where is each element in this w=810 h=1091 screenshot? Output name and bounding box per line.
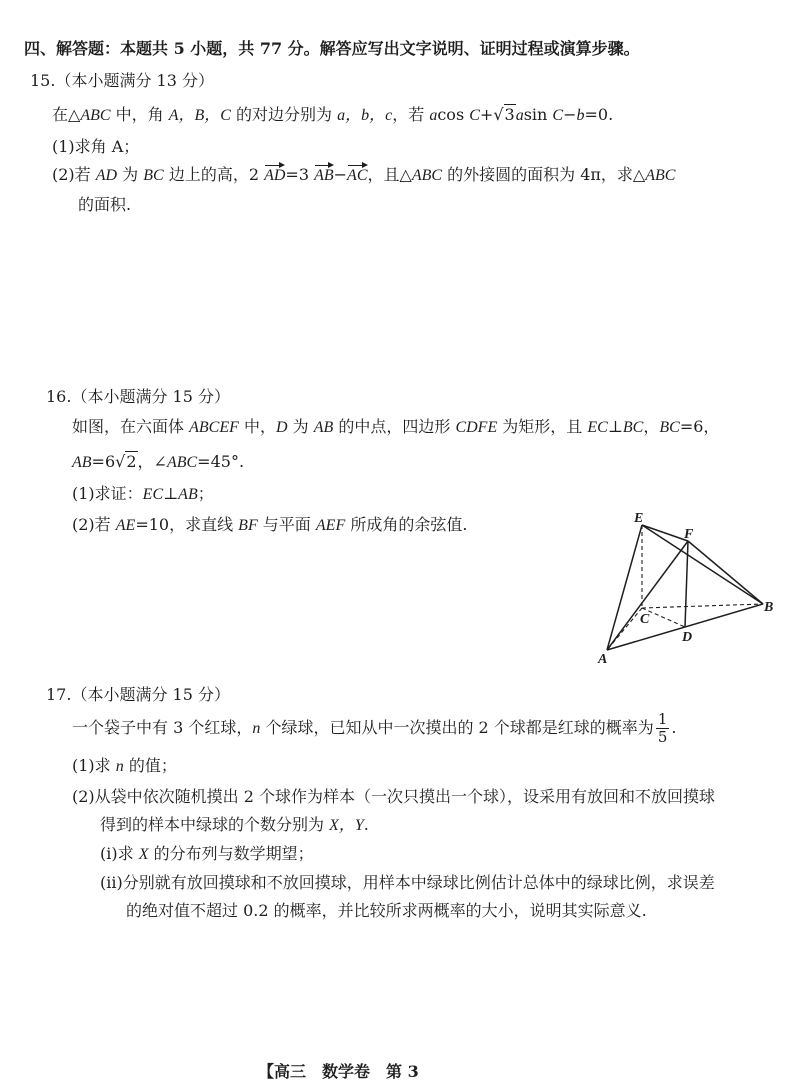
- q17-part1: (1)求 n 的值；: [72, 756, 177, 775]
- q15-heading: 15.（本小题满分 13 分）: [30, 71, 214, 90]
- edge-cb-hidden: [642, 604, 763, 608]
- label-a: A: [598, 652, 608, 667]
- label-b: B: [764, 600, 774, 615]
- q17-part2-line1: (2)从袋中依次随机摸出 2 个球作为样本（一次只摸出一个球），设采用有放回和不放回摸球: [72, 787, 716, 806]
- label-d: D: [682, 630, 693, 645]
- edge-eb: [642, 525, 763, 604]
- sqrt-three: 3: [504, 105, 515, 124]
- label-e: E: [634, 511, 644, 526]
- edge-ea: [607, 525, 642, 650]
- vector-ad: AD: [264, 167, 286, 184]
- q16-part1: (1)求证：EC⊥AB；: [72, 484, 214, 503]
- q16-stem-line2: AB=6√2，∠ABC=45°.: [72, 452, 245, 471]
- label-f: F: [684, 527, 694, 542]
- hexahedron-figure: [590, 505, 790, 670]
- q17-part2-ii-line1: (ii)分别就有放回摸球和不放回摸球，用样本中绿球比例估计总体中的绿球比例，求误差: [100, 873, 715, 892]
- q15-part1: (1)求角 A；: [52, 137, 140, 156]
- q16-heading: 16.（本小题满分 15 分）: [46, 387, 230, 406]
- fraction-one-fifth: $\frac{1}{5}$: [657, 710, 668, 746]
- sqrt-two: 2: [126, 452, 137, 471]
- q16-part2: (2)若 AE=10，求直线 BF 与平面 AEF 所成角的余弦值.: [72, 515, 468, 534]
- q17-heading: 17.（本小题满分 15 分）: [46, 685, 230, 704]
- q17-stem: 一个袋子中有 3 个红球，n 个绿球，已知从中一次摸出的 2 个球都是红球的概率为 $\frac{1}{5}$ .: [72, 710, 677, 746]
- q17-part2-line2: 得到的样本中绿球的个数分别为 X，Y.: [100, 815, 369, 834]
- q17-part2-i: (i)求 X 的分布列与数学期望；: [100, 844, 314, 863]
- section-title: 四、解答题：本题共 5 小题，共 77 分。解答应写出文字说明、证明过程或演算步骤。: [24, 39, 640, 58]
- label-c: C: [640, 612, 650, 627]
- vector-ac: AC: [347, 167, 368, 184]
- q15-part2: (2)若 AD 为 BC 边上的高，2 AD=3 AB−AC，且△ABC 的外接圆的面积为 4π，求△ABC: [52, 165, 676, 184]
- edge-fb: [688, 541, 763, 604]
- page-footer: 【高三 数学卷 第 3: [258, 1062, 419, 1081]
- edge-fa: [607, 541, 688, 650]
- vector-ab: AB: [314, 167, 334, 184]
- edge-ef: [642, 525, 688, 541]
- q17-part2-ii-line2: 的绝对值不超过 0.2 的概率，并比较所求两概率的大小，说明其实际意义.: [126, 901, 647, 920]
- q15-part2-line2: 的面积.: [78, 195, 132, 214]
- q15-stem: 在△ABC 中，角 A，B，C 的对边分别为 a，b，c，若 acos C+√3asin C−b=0.: [52, 105, 614, 124]
- q16-stem-line1: 如图，在六面体 ABCEF 中，D 为 AB 的中点，四边形 CDFE 为矩形，且 EC⊥BC，BC=6，: [72, 417, 720, 436]
